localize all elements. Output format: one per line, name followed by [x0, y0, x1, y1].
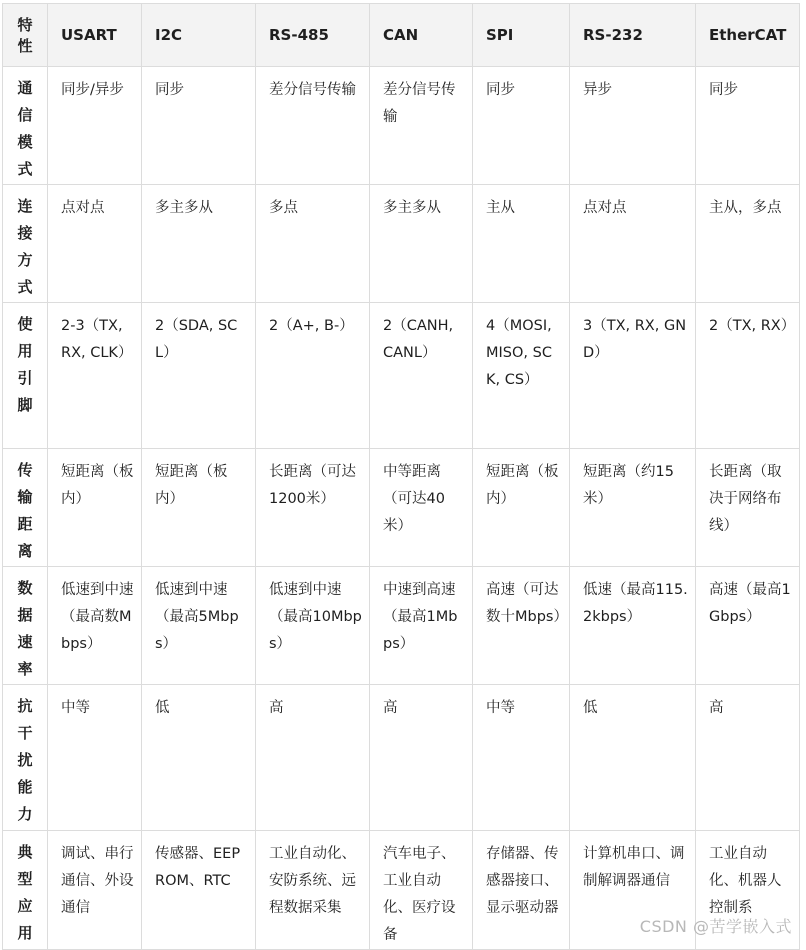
cell-usart-distance: 短距离（板内）: [48, 449, 142, 567]
cell-usart-interference: 中等: [48, 685, 142, 831]
cell-i2c-applications: 传感器、EEPROM、RTC: [142, 831, 256, 950]
cell-can-applications: 汽车电子、工业自动化、医疗设备: [370, 831, 473, 950]
row-communication-mode: [3, 67, 800, 185]
cell-ethercat-pins: 2（TX, RX）: [696, 303, 800, 449]
cell-i2c-rate: 低速到中速（最高5Mbps）: [142, 567, 256, 685]
cell-usart-pins: 2-3（TX, RX, CLK）: [48, 303, 142, 449]
cell-rs232-applications: 计算机串口、调制解调器通信: [570, 831, 696, 950]
cell-rs485-applications: 工业自动化、安防系统、远程数据采集: [256, 831, 370, 950]
cell-spi-pins: 4（MOSI, MISO, SCK, CS）: [473, 303, 570, 449]
row-connection-type: [3, 185, 800, 303]
csdn-watermark: CSDN @苦学嵌入式: [639, 917, 792, 936]
cell-can-pins: 2（CANH, CANL）: [370, 303, 473, 449]
cell-spi-mode: 同步: [473, 67, 570, 185]
cell-spi-rate: 高速（可达数十Mbps）: [473, 567, 570, 685]
row-pins-used: [3, 303, 800, 449]
cell-ethercat-applications: 工业自动化、机器人控制系: [696, 831, 800, 950]
cell-rs485-rate: 低速到中速（最高10Mbps）: [256, 567, 370, 685]
header-feature: [3, 4, 48, 67]
header-i2c: I2C: [142, 4, 256, 67]
cell-rs485-interference: 高: [256, 685, 370, 831]
cell-spi-applications: 存储器、传感器接口、显示驱动器: [473, 831, 570, 950]
cell-rs485-mode: 差分信号传输: [256, 67, 370, 185]
cell-can-distance: 中等距离（可达40米）: [370, 449, 473, 567]
row-label-connection-type: 连 接 方 式: [3, 185, 48, 303]
row-transmission-distance: [3, 449, 800, 567]
cell-usart-mode: 同步/异步: [48, 67, 142, 185]
header-ethercat: EtherCAT: [696, 4, 800, 67]
cell-ethercat-rate: 高速（最高1Gbps）: [696, 567, 800, 685]
cell-can-rate: 中速到高速（最高1Mbps）: [370, 567, 473, 685]
header-usart: USART: [48, 4, 142, 67]
cell-usart-connection: 点对点: [48, 185, 142, 303]
cell-i2c-connection: 多主多从: [142, 185, 256, 303]
cell-ethercat-mode: 同步: [696, 67, 800, 185]
cell-rs485-distance: 长距离（可达1200米）: [256, 449, 370, 567]
row-label-pins-used: 使 用 引 脚: [3, 303, 48, 449]
header-can: CAN: [370, 4, 473, 67]
row-label-communication-mode: 通 信 模 式: [3, 67, 48, 185]
cell-usart-applications: 调试、串行通信、外设通信: [48, 831, 142, 950]
cell-can-interference: 高: [370, 685, 473, 831]
cell-i2c-interference: 低: [142, 685, 256, 831]
cell-rs232-pins: 3（TX, RX, GND）: [570, 303, 696, 449]
cell-rs485-pins: 2（A+, B-）: [256, 303, 370, 449]
cell-i2c-pins: 2（SDA, SCL）: [142, 303, 256, 449]
row-data-rate: [3, 567, 800, 685]
cell-spi-interference: 中等: [473, 685, 570, 831]
header-spi: SPI: [473, 4, 570, 67]
row-label-typical-applications: 典 型 应 用: [3, 831, 48, 950]
cell-i2c-mode: 同步: [142, 67, 256, 185]
cell-ethercat-distance: 长距离（取决于网络布线）: [696, 449, 800, 567]
header-rs232: RS-232: [570, 4, 696, 67]
cell-spi-connection: 主从: [473, 185, 570, 303]
header-feature-label: 特 性: [17, 16, 33, 55]
cell-rs232-mode: 异步: [570, 67, 696, 185]
row-interference-resistance: [3, 685, 800, 831]
cell-i2c-distance: 短距离（板内）: [142, 449, 256, 567]
cell-rs232-distance: 短距离（约15米）: [570, 449, 696, 567]
row-label-interference-resistance: 抗 干 扰 能 力: [3, 685, 48, 831]
cell-usart-rate: 低速到中速（最高数Mbps）: [48, 567, 142, 685]
cell-rs232-rate: 低速（最高115.2kbps）: [570, 567, 696, 685]
cell-spi-distance: 短距离（板内）: [473, 449, 570, 567]
cell-rs485-connection: 多点: [256, 185, 370, 303]
header-row: [3, 4, 800, 67]
cell-ethercat-interference: 高: [696, 685, 800, 831]
cell-can-mode: 差分信号传输: [370, 67, 473, 185]
cell-can-connection: 多主多从: [370, 185, 473, 303]
cell-ethercat-connection: 主从，多点: [696, 185, 800, 303]
row-label-data-rate: 数 据 速 率: [3, 567, 48, 685]
header-rs485: RS-485: [256, 4, 370, 67]
cell-rs232-connection: 点对点: [570, 185, 696, 303]
protocol-comparison-table: [2, 3, 800, 950]
cell-rs232-interference: 低: [570, 685, 696, 831]
row-label-transmission-distance: 传 输 距 离: [3, 449, 48, 567]
